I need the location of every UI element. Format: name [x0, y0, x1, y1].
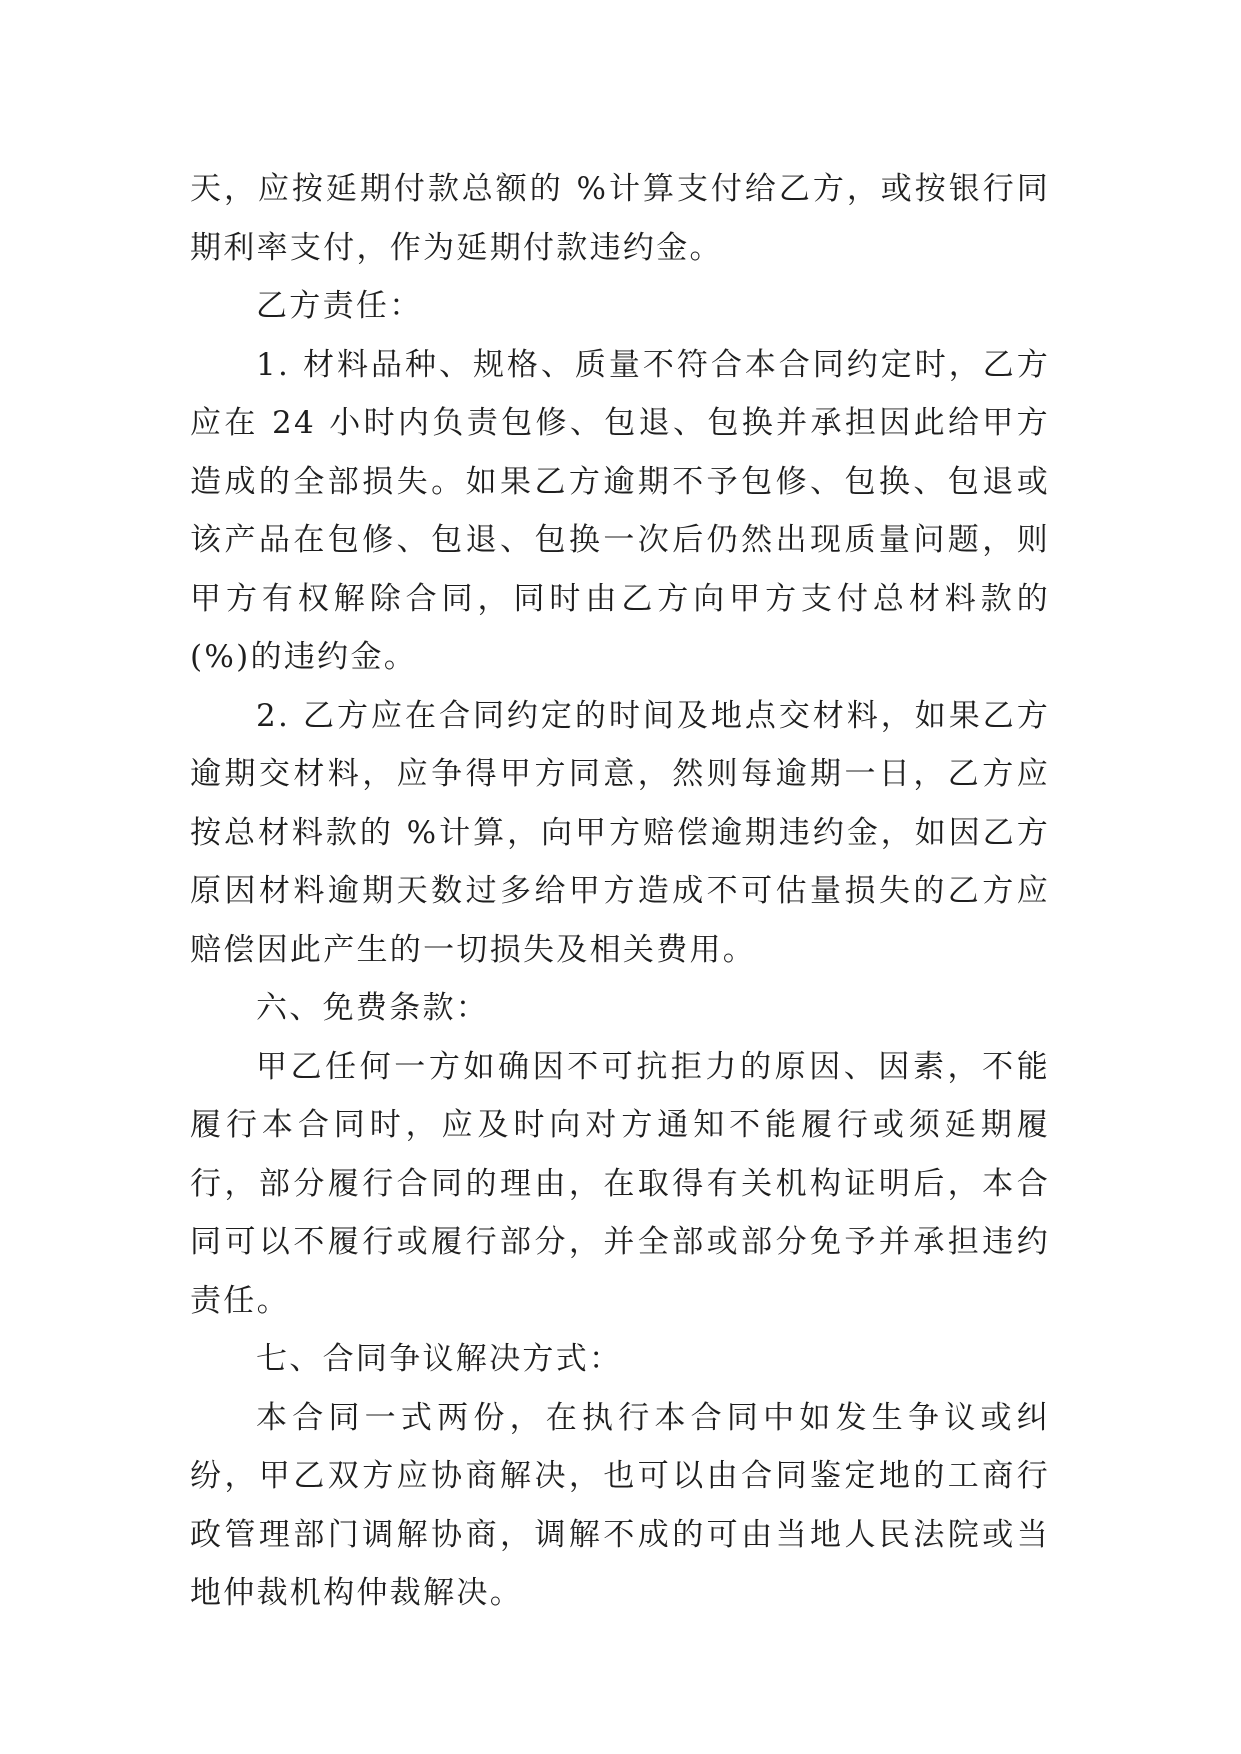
heading-party-b-responsibility: 乙方责任：: [256, 288, 423, 324]
document-body: [190, 160, 1050, 1623]
heading-section-7: 七、合同争议解决方式：: [256, 1341, 623, 1377]
paragraph-late-payment-continued: 天，应按延期付款总额的 %计算支付给乙方，或按银行同期利率支付，作为延期付款违约金。: [190, 171, 1050, 266]
paragraph-force-majeure: 甲乙任何一方如确因不可抗拒力的原因、因素，不能履行本合同时，应及时向对方通知不能履行或须延期履行，部分履行合同的理由，在取得有关机构证明后，本合同可以不履行或履行部分，并全部或部分免予并承担违约责任。: [190, 1048, 1050, 1319]
paragraph-dispute-resolution: 本合同一式两份，在执行本合同中如发生争议或纠纷，甲乙双方应协商解决，也可以由合同鉴定地的工商行政管理部门调解协商，调解不成的可由当地人民法院或当地仲裁机构仲裁解决。: [190, 1399, 1050, 1611]
paragraph-clause-1: 1. 材料品种、规格、质量不符合本合同约定时，乙方应在 24 小时内负责包修、包退、包换并承担因此给甲方造成的全部损失。如果乙方逾期不予包修、包换、包退或该产品在包修、包退、包换一次后仍然出现质量问题，则甲方有权解除合同，同时由乙方向甲方支付总材料款的 (%)的违约金。: [190, 346, 1050, 675]
heading-section-6: 六、免费条款：: [256, 990, 490, 1026]
paragraph-clause-2: 2. 乙方应在合同约定的时间及地点交材料，如果乙方逾期交材料，应争得甲方同意，然则每逾期一日，乙方应按总材料款的 %计算，向甲方赔偿逾期违约金，如因乙方原因材料逾期天数过多给甲方造成不可估量损失的乙方应赔偿因此产生的一切损失及相关费用。: [190, 697, 1050, 968]
